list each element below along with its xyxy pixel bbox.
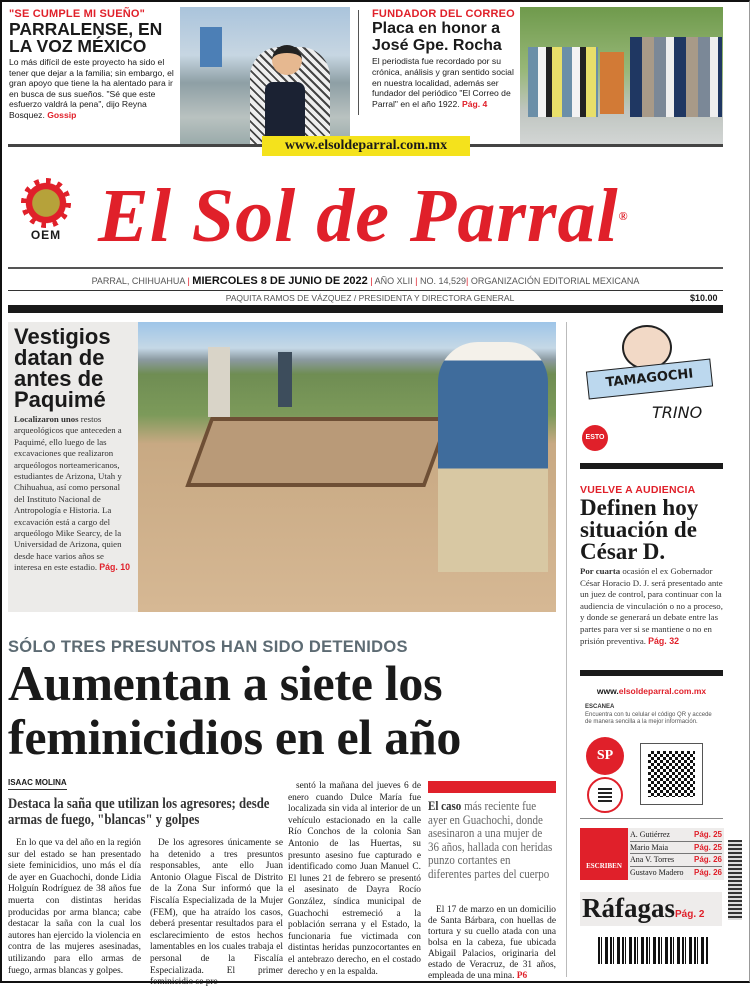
oem-text: OEM <box>30 228 62 242</box>
top-right-story[interactable] <box>372 8 517 110</box>
columnists-list <box>628 828 724 880</box>
story-body: restos arqueológicos que anteceden a Paquimé, ello luego de las excavaciones que realizaron arqueólogos norteamericanos, estudiantes de Arizona, Utah y Chihuahua, así como personal del Instituto Nacional de Antropología e Historia. La excavación está a cargo del arqueólogo Mike Searcy, de la Universidad de Arizona, quien desde hace varios años se interesa en este estadio. <box>14 414 122 573</box>
page-ref[interactable]: Pág. 32 <box>648 635 679 646</box>
director-line: PAQUITA RAMOS DE VÁZQUEZ / PRESIDENTA Y DIRECTORA GENERAL <box>225 293 515 303</box>
issue-date: MIERCOLES 8 DE JUNIO DE 2022 <box>192 275 368 287</box>
rule <box>8 305 723 313</box>
headline: Vestigios datan de antes de Paquimé <box>14 324 111 412</box>
rafagas-promo[interactable]: RáfagasPág. 2 <box>580 892 722 926</box>
columnist-item[interactable]: Gustavo Madero Pág. 26 <box>630 867 722 877</box>
page-ref[interactable]: Pág. 4 <box>462 99 488 110</box>
scan-promo: ESCANEA Encuentra con tu celular el código QR y accede de manera sencilla a la mejor información. <box>585 704 712 725</box>
main-kicker: SÓLO TRES PRESUNTOS HAN SIDO DETENIDOS <box>8 638 408 656</box>
subhead: Destaca la saña que utilizan los agresores; desde armas de fuego, "blancas" y golpes <box>8 796 270 828</box>
rule <box>580 463 723 469</box>
article-column: El 17 de marzo en un domicilio de Santa Bárbara, con huellas de tortura y su cuello atada con una bolsa en la cabeza, fue ubicada Abigail Palacios, originaria del estado de Veracruz, de 31 años, empleada de una mina. P6 <box>428 905 556 981</box>
lead: Localizaron unos <box>14 414 79 424</box>
cartoon-banner: TAMAGOCHI <box>586 359 713 400</box>
plaque-ceremony-photo <box>520 7 723 145</box>
masthead-title: El Sol de Parral® <box>98 174 629 258</box>
cartoon[interactable] <box>582 325 722 450</box>
pullquote-bar <box>428 781 556 793</box>
website-link[interactable]: www.elsoldeparral.com.mx <box>596 686 707 696</box>
columnist-item[interactable]: A. Gutiérrez Pág. 25 <box>630 829 722 842</box>
divider <box>358 10 359 115</box>
page-ref[interactable]: Pág. 10 <box>99 562 131 573</box>
feature-story[interactable] <box>8 322 138 612</box>
side-story[interactable] <box>580 484 723 647</box>
byline: ISAAC MOLINA <box>8 778 67 790</box>
price: $10.00 <box>690 293 718 303</box>
page-ref[interactable]: Gossip <box>47 109 77 120</box>
rule <box>580 670 723 676</box>
main-headline[interactable]: Aumentan a siete los feminicidios en el año <box>8 655 462 765</box>
headline: Placa en honor a José Gpe. Rocha <box>372 20 502 54</box>
cartoon-author: TRINO <box>652 403 703 422</box>
dateline: PARRAL, CHIHUAHUA | MIERCOLES 8 DE JUNIO DE 2022 | AÑO XLII | NO. 14,529| ORGANIZACIÓN EDITORIAL MEXICANA <box>91 275 640 287</box>
website-banner[interactable]: www.elsoldeparral.com.mx <box>262 136 470 156</box>
sun-emblem-icon <box>21 178 71 228</box>
column-divider <box>566 322 567 977</box>
columnist-item[interactable]: Mario Maia Pág. 25 <box>630 842 722 855</box>
pullquote: El caso más reciente fue ayer en Guachochi, donde asesinaron a una mujer de 36 años, hallada con heridas punzo cortantes en diferentes partes del cuerpo <box>428 799 553 881</box>
headline: PARRALENSE, EN LA VOZ MÉXICO <box>9 19 163 56</box>
kicker: FUNDADOR DEL CORREO <box>372 8 515 20</box>
barcode <box>598 937 708 964</box>
story-body: Lo más difícil de este proyecto ha sido el tener que dejar a la familia; sin embargo, el gran apoyo que tiene la ha alentado para ir en busca de sus sueños. "Sé que este esfuerzo valdrá la pena", dijo Reyna Bosquez. <box>9 57 174 120</box>
print-code <box>728 840 742 920</box>
esto-badge: ESTO <box>582 425 608 451</box>
newspaper-icon <box>587 777 623 813</box>
kicker: VUELVE A AUDIENCIA <box>580 484 696 496</box>
article-column: En lo que va del año en la región sur del estado se han presentado siete feminicidios, uno más el día de ayer en Guachochi, donde Lidia Holguín Rodríguez de 38 años fue muerta con distintas heridas producidas por arma blanca; cabe destacar la saña con la cual los autores han ejercido la violencia en contra de las mujeres asesinadas, utilizando para ello armas de fuego, armas blancas y golpes. <box>8 838 141 976</box>
continued-ref[interactable]: P6 <box>516 971 528 981</box>
singer-photo <box>180 7 350 145</box>
story-body: ocasión el ex Gobernador César Horacio D. J. será presentado ante un juez de control, para continuar con la audiencia de vinculación o no a proceso, y donde se generará un debate entre las partes para ver si se mantiene o no en prisión preventiva. <box>580 566 723 646</box>
headline: Definen hoy situación de César D. <box>580 495 699 564</box>
lead: Por cuarta <box>580 566 621 576</box>
columnist-item[interactable]: Ana V. Torres Pág. 26 <box>630 854 722 867</box>
kicker: "SE CUMPLE MI SUEÑO" <box>9 8 146 20</box>
qr-code[interactable] <box>640 743 703 805</box>
story-body: El periodista fue recordado por su crónica, análisis y gran sentido social en nuestra localidad, además ser fundador del periódico "El Correo de Parral" en el año 1922. <box>372 56 514 110</box>
rule <box>8 267 723 269</box>
escriben-box: ESCRIBEN <box>580 828 628 880</box>
oem-logo <box>18 178 74 248</box>
excavation-photo <box>138 322 556 612</box>
sp-badge[interactable]: SP <box>586 737 624 775</box>
top-left-story[interactable] <box>9 8 177 121</box>
article-column: De los agresores únicamente se ha detenido a tres presuntos responsables, ante ello Juan Antonio Olague Fiscal de Distrito de la Zona Sur informó que la Fiscalía Especializada de la Mujer (FEM), que ha atraído los casos, deberá presentar resultados para el esclarecimiento de estos hechos lamentables en los cuales trabaja el personal de la Fiscalía Especializada. El primer feminicidio se pre- <box>150 838 283 988</box>
rule <box>580 818 723 819</box>
article-column: sentó la mañana del jueves 6 de enero cuando Dulce María fue localizada sin vida al interior de un vehículo estacionado en la calle Río Conchos de la colonia San Antonio de las Huertas, su presunto asesino fue capturado e identificado como Juan Manuel C. El lunes 21 de febrero se presentó el asesinato de Dayra Rocío González, síndica municipal de Guachochi estremeció a la población serrana y el Estado, la funcionaria fue victimada con distintas heridas punzocortantes en el antebrazo derecho, en el costado derecho y en la espalda. <box>288 781 421 977</box>
rule <box>8 290 723 291</box>
